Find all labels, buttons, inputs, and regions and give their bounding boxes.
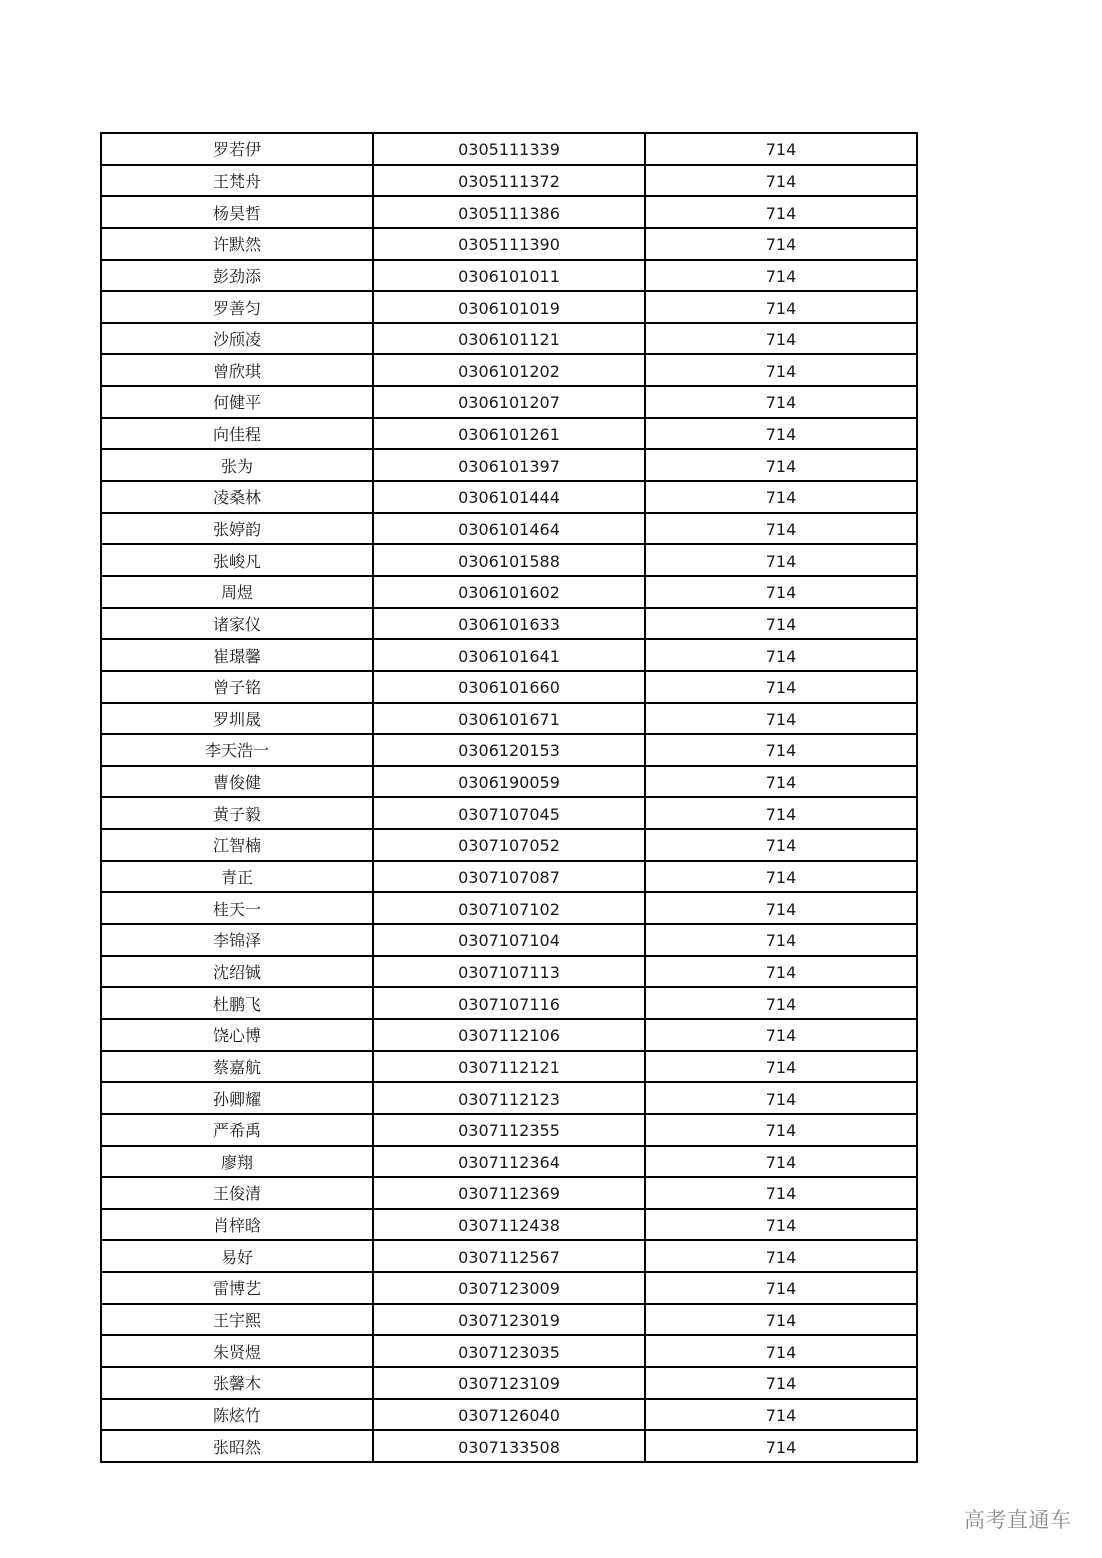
student-name-cell: 张峻凡 — [101, 544, 373, 576]
student-name-cell: 何健平 — [101, 386, 373, 418]
exam-id-cell: 0307133508 — [373, 1430, 645, 1462]
score-cell: 714 — [645, 260, 917, 292]
student-name-cell: 李锦泽 — [101, 924, 373, 956]
score-cell: 714 — [645, 956, 917, 988]
exam-id-cell: 0307107052 — [373, 829, 645, 861]
table-row — [101, 797, 917, 829]
exam-id-cell: 0306101207 — [373, 386, 645, 418]
table-row — [101, 576, 917, 608]
score-cell: 714 — [645, 797, 917, 829]
exam-id-cell: 0305111372 — [373, 165, 645, 197]
student-name-cell: 严希禹 — [101, 1114, 373, 1146]
student-name-cell: 杨昊哲 — [101, 196, 373, 228]
table-row — [101, 1177, 917, 1209]
exam-id-cell: 0306101464 — [373, 513, 645, 545]
score-cell: 714 — [645, 1335, 917, 1367]
student-name-cell: 周煜 — [101, 576, 373, 608]
table-row — [101, 260, 917, 292]
score-cell: 714 — [645, 924, 917, 956]
student-name-cell: 罗善匀 — [101, 291, 373, 323]
student-name-cell: 孙卿耀 — [101, 1082, 373, 1114]
exam-id-cell: 0307112567 — [373, 1240, 645, 1272]
table-row — [101, 1430, 917, 1462]
score-cell: 714 — [645, 1209, 917, 1241]
score-cell: 714 — [645, 671, 917, 703]
table-row — [101, 1082, 917, 1114]
student-name-cell: 易好 — [101, 1240, 373, 1272]
exam-id-cell: 0307112106 — [373, 1019, 645, 1051]
score-cell: 714 — [645, 291, 917, 323]
score-table-body — [101, 133, 917, 1462]
table-row — [101, 1051, 917, 1083]
student-name-cell: 向佳程 — [101, 418, 373, 450]
table-row — [101, 1240, 917, 1272]
score-cell: 714 — [645, 544, 917, 576]
table-row — [101, 608, 917, 640]
student-name-cell: 王宇熙 — [101, 1304, 373, 1336]
score-cell: 714 — [645, 1177, 917, 1209]
exam-id-cell: 0306120153 — [373, 734, 645, 766]
score-cell: 714 — [645, 608, 917, 640]
exam-id-cell: 0307112438 — [373, 1209, 645, 1241]
table-row — [101, 671, 917, 703]
score-cell: 714 — [645, 1399, 917, 1431]
student-name-cell: 沙颀凌 — [101, 323, 373, 355]
student-name-cell: 罗圳晟 — [101, 703, 373, 735]
table-row — [101, 449, 917, 481]
student-name-cell: 李天浩一 — [101, 734, 373, 766]
student-name-cell: 蔡嘉航 — [101, 1051, 373, 1083]
score-cell: 714 — [645, 1114, 917, 1146]
table-row — [101, 1209, 917, 1241]
table-row — [101, 703, 917, 735]
table-row — [101, 861, 917, 893]
exam-id-cell: 0306101397 — [373, 449, 645, 481]
score-cell: 714 — [645, 133, 917, 165]
score-cell: 714 — [645, 1240, 917, 1272]
score-cell: 714 — [645, 861, 917, 893]
score-cell: 714 — [645, 703, 917, 735]
table-row — [101, 1367, 917, 1399]
exam-id-cell: 0307107113 — [373, 956, 645, 988]
student-name-cell: 崔璟馨 — [101, 639, 373, 671]
exam-id-cell: 0305111390 — [373, 228, 645, 260]
exam-id-cell: 0306101660 — [373, 671, 645, 703]
table-row — [101, 766, 917, 798]
student-name-cell: 张为 — [101, 449, 373, 481]
score-cell: 714 — [645, 323, 917, 355]
score-cell: 714 — [645, 1019, 917, 1051]
score-cell: 714 — [645, 1146, 917, 1178]
score-cell: 714 — [645, 165, 917, 197]
student-name-cell: 曹俊健 — [101, 766, 373, 798]
exam-id-cell: 0306101588 — [373, 544, 645, 576]
table-row — [101, 1272, 917, 1304]
student-name-cell: 许默然 — [101, 228, 373, 260]
table-row — [101, 639, 917, 671]
exam-id-cell: 0306101641 — [373, 639, 645, 671]
table-row — [101, 323, 917, 355]
table-row — [101, 1399, 917, 1431]
score-cell: 714 — [645, 481, 917, 513]
student-name-cell: 饶心博 — [101, 1019, 373, 1051]
exam-id-cell: 0306101602 — [373, 576, 645, 608]
table-row — [101, 386, 917, 418]
student-name-cell: 雷博艺 — [101, 1272, 373, 1304]
exam-id-cell: 0307107104 — [373, 924, 645, 956]
student-name-cell: 诸家仪 — [101, 608, 373, 640]
table-row — [101, 1335, 917, 1367]
table-row — [101, 291, 917, 323]
score-cell: 714 — [645, 354, 917, 386]
score-cell: 714 — [645, 418, 917, 450]
student-name-cell: 沈绍铖 — [101, 956, 373, 988]
exam-id-cell: 0306101261 — [373, 418, 645, 450]
table-row — [101, 513, 917, 545]
table-row — [101, 924, 917, 956]
score-cell: 714 — [645, 228, 917, 260]
exam-id-cell: 0306101444 — [373, 481, 645, 513]
score-cell: 714 — [645, 766, 917, 798]
exam-id-cell: 0305111339 — [373, 133, 645, 165]
exam-id-cell: 0307123009 — [373, 1272, 645, 1304]
exam-id-cell: 0306101633 — [373, 608, 645, 640]
score-cell: 714 — [645, 513, 917, 545]
student-name-cell: 杜鹏飞 — [101, 987, 373, 1019]
table-row — [101, 734, 917, 766]
student-name-cell: 罗若伊 — [101, 133, 373, 165]
student-name-cell: 陈炫竹 — [101, 1399, 373, 1431]
table-row — [101, 1304, 917, 1336]
watermark-text: 高考直通车 — [964, 1508, 1072, 1532]
student-name-cell: 黄子毅 — [101, 797, 373, 829]
score-cell: 714 — [645, 892, 917, 924]
exam-id-cell: 0306101019 — [373, 291, 645, 323]
student-name-cell: 凌桑林 — [101, 481, 373, 513]
table-row — [101, 165, 917, 197]
exam-id-cell: 0307112369 — [373, 1177, 645, 1209]
score-cell: 714 — [645, 829, 917, 861]
table-row — [101, 1019, 917, 1051]
table-row — [101, 987, 917, 1019]
student-name-cell: 桂天一 — [101, 892, 373, 924]
exam-id-cell: 0307107102 — [373, 892, 645, 924]
exam-id-cell: 0307112121 — [373, 1051, 645, 1083]
exam-id-cell: 0306190059 — [373, 766, 645, 798]
student-name-cell: 张昭然 — [101, 1430, 373, 1462]
exam-id-cell: 0307107045 — [373, 797, 645, 829]
table-row — [101, 354, 917, 386]
score-cell: 714 — [645, 1367, 917, 1399]
score-cell: 714 — [645, 386, 917, 418]
table-row — [101, 1146, 917, 1178]
exam-id-cell: 0307107087 — [373, 861, 645, 893]
table-row — [101, 481, 917, 513]
exam-id-cell: 0306101671 — [373, 703, 645, 735]
table-row — [101, 892, 917, 924]
table-row — [101, 829, 917, 861]
exam-id-cell: 0307112123 — [373, 1082, 645, 1114]
score-cell: 714 — [645, 449, 917, 481]
table-row — [101, 133, 917, 165]
student-name-cell: 曾欣琪 — [101, 354, 373, 386]
score-cell: 714 — [645, 987, 917, 1019]
student-name-cell: 张馨木 — [101, 1367, 373, 1399]
exam-id-cell: 0307126040 — [373, 1399, 645, 1431]
student-name-cell: 张婷韵 — [101, 513, 373, 545]
exam-id-cell: 0307123109 — [373, 1367, 645, 1399]
exam-id-cell: 0306101011 — [373, 260, 645, 292]
student-name-cell: 王梵舟 — [101, 165, 373, 197]
table-row — [101, 1114, 917, 1146]
student-name-cell: 彭劲添 — [101, 260, 373, 292]
table-row — [101, 956, 917, 988]
score-cell: 714 — [645, 576, 917, 608]
student-name-cell: 朱贤煜 — [101, 1335, 373, 1367]
exam-id-cell: 0305111386 — [373, 196, 645, 228]
table-row — [101, 544, 917, 576]
table-row — [101, 196, 917, 228]
exam-id-cell: 0307112364 — [373, 1146, 645, 1178]
student-name-cell: 肖梓晗 — [101, 1209, 373, 1241]
score-cell: 714 — [645, 1082, 917, 1114]
score-cell: 714 — [645, 734, 917, 766]
score-table — [100, 132, 918, 1463]
exam-id-cell: 0307123019 — [373, 1304, 645, 1336]
score-cell: 714 — [645, 639, 917, 671]
student-name-cell: 廖翔 — [101, 1146, 373, 1178]
score-cell: 714 — [645, 1272, 917, 1304]
score-cell: 714 — [645, 1051, 917, 1083]
exam-id-cell: 0306101202 — [373, 354, 645, 386]
student-name-cell: 曾子铭 — [101, 671, 373, 703]
student-name-cell: 王俊清 — [101, 1177, 373, 1209]
student-name-cell: 青正 — [101, 861, 373, 893]
table-row — [101, 228, 917, 260]
student-name-cell: 江智楠 — [101, 829, 373, 861]
score-cell: 714 — [645, 1430, 917, 1462]
score-cell: 714 — [645, 196, 917, 228]
exam-id-cell: 0307123035 — [373, 1335, 645, 1367]
exam-id-cell: 0306101121 — [373, 323, 645, 355]
score-cell: 714 — [645, 1304, 917, 1336]
table-row — [101, 418, 917, 450]
exam-id-cell: 0307112355 — [373, 1114, 645, 1146]
exam-id-cell: 0307107116 — [373, 987, 645, 1019]
